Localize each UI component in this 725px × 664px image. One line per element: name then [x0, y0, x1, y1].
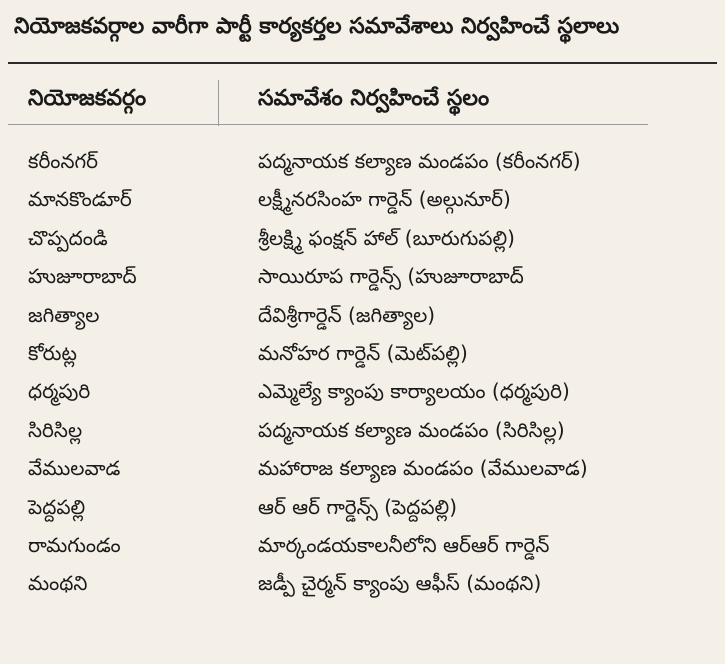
venue-cell: లక్ష్మీనరసింహ గార్డెన్ (అల్గునూర్)	[258, 187, 511, 212]
table-row	[0, 339, 725, 377]
constituency-cell: ధర్మపురి	[28, 379, 91, 404]
constituency-cell: కరీంనగర్	[28, 149, 98, 173]
constituency-cell: కోరుట్ల	[28, 340, 77, 365]
table-row	[0, 569, 725, 607]
venue-cell: మనోహర గార్డెన్ (మెట్‌పల్లి)	[258, 340, 468, 365]
constituency-cell: జగిత్యాల	[28, 302, 100, 327]
page-title: నియోజకవర్గాల వారీగా పార్టీ కార్యకర్తల సమావేశాలు నిర్వహించే స్థలాలు	[14, 14, 620, 39]
constituency-cell: మానకొండూర్	[28, 187, 132, 212]
constituency-cell: చొప్పదండి	[28, 225, 108, 250]
table-row	[0, 377, 725, 415]
column-header-venue: సమావేశం నిర్వహించే స్థలం	[258, 86, 490, 111]
venue-cell: పద్మనాయక కల్యాణ మండపం (సిరిసిల్ల)	[258, 417, 565, 442]
table-row	[0, 531, 725, 569]
venue-cell: మహారాజ కల్యాణ మండపం (వేములవాడ)	[258, 456, 588, 481]
venue-cell: సాయిరూప గార్డెన్స్ (హుజూరాబాద్	[258, 264, 524, 289]
constituency-cell: వేములవాడ	[28, 456, 121, 481]
table-row	[0, 224, 725, 262]
constituency-cell: హుజూరాబాద్	[28, 264, 137, 289]
table-row	[0, 185, 725, 223]
table-row	[0, 416, 725, 454]
column-divider	[218, 80, 219, 126]
table-row	[0, 454, 725, 492]
venue-cell: ఆర్ ఆర్ గార్డెన్స్ (పెద్దపల్లి)	[258, 494, 457, 519]
venue-cell: దేవిశ్రీగార్డెన్ (జగిత్యాల)	[258, 302, 436, 327]
venue-cell: ఎమ్మెల్యే క్యాంపు కార్యాలయం (ధర్మపురి)	[258, 379, 570, 404]
table-row	[0, 301, 725, 339]
constituency-cell: సిరిసిల్ల	[28, 417, 83, 442]
constituency-cell: రామగుండం	[28, 532, 121, 557]
venue-cell: మార్కండయకాలనీలోని ఆర్‌ఆర్ గార్డెన్	[258, 532, 550, 557]
table-row	[0, 493, 725, 531]
venue-table	[0, 147, 725, 608]
venue-cell: జడ్పీ చైర్మన్ క్యాంపు ఆఫీస్ (మంథని)	[258, 571, 542, 596]
venue-cell: పద్మనాయక కల్యాణ మండపం (కరీంనగర్)	[258, 149, 581, 173]
title-divider	[8, 62, 717, 64]
column-header-constituency: నియోజకవర్గం	[28, 86, 147, 111]
header-divider	[8, 124, 648, 125]
constituency-cell: మంథని	[28, 571, 88, 596]
table-row	[0, 262, 725, 300]
venue-cell: శ్రీలక్ష్మి ఫంక్షన్ హాల్ (బూరుగుపల్లి)	[258, 225, 515, 250]
table-row	[0, 147, 725, 185]
constituency-cell: పెద్దపల్లి	[28, 494, 86, 519]
